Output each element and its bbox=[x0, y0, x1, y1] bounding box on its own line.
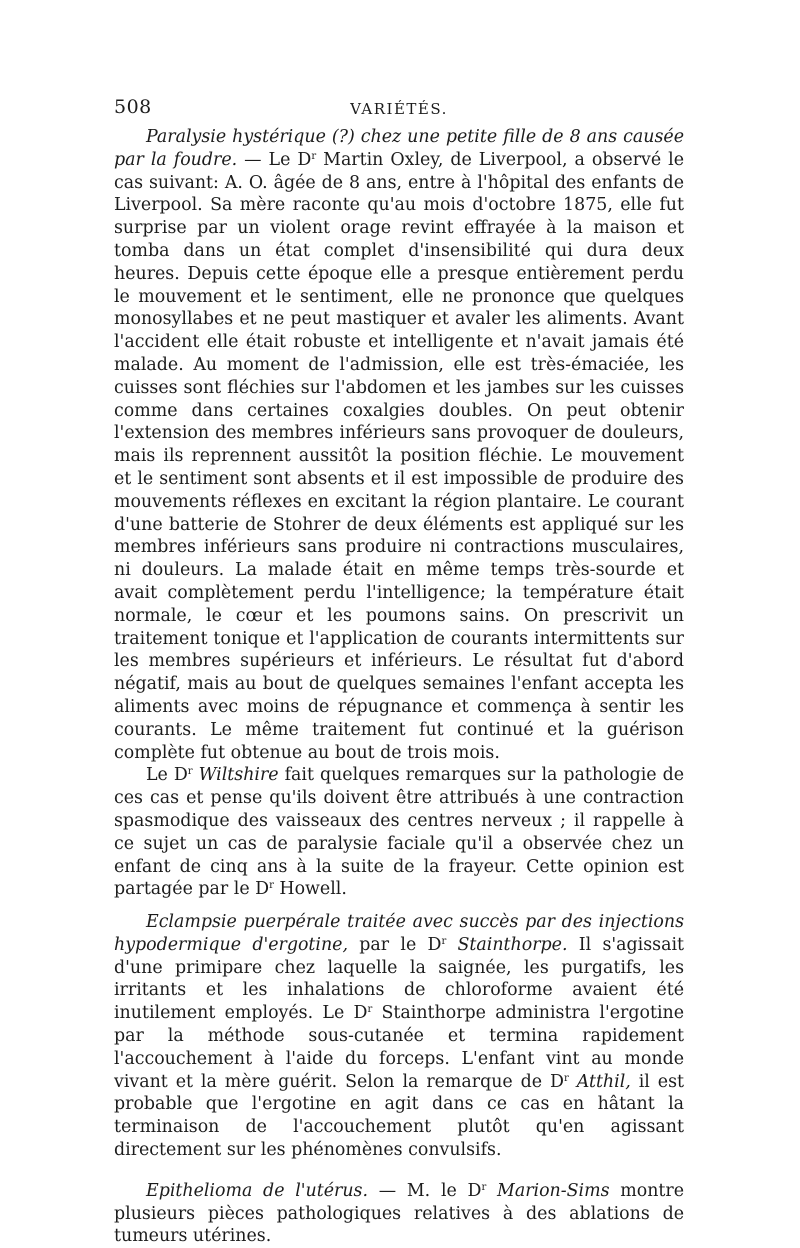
section-title-eclampsie: Eclampsie puerpérale traitée avec succès par des injections hypodermique d'ergotine, bbox=[114, 912, 684, 955]
author-atthil: Atthil, bbox=[576, 1071, 631, 1092]
page-number: 508 bbox=[114, 96, 152, 118]
paragraph-wiltshire: Le $D^r$ Wiltshire fait quelques remarques sur la pathologie de ces cas et pense qu'ils doivent être attribués à une contraction spasmodique des vaisseaux des centres nerveux ; il rappelle à ce sujet un cas de paralysie faciale qu'il a observée chez un enfant de cinq ans à la suite de la frayeur. Cette opinion est partagée par le $D^r$ Howell. bbox=[114, 765, 685, 900]
article-body bbox=[114, 126, 684, 1248]
paragraph-epithelioma: Epithelioma de l'utérus. — M. le $D^r$ Marion-Sims montre plusieurs pièces pathologiques relatives à des ablations de tumeurs utérines. bbox=[114, 1180, 685, 1247]
author-marion-sims: Marion-Sims bbox=[497, 1180, 610, 1201]
paragraph-eclampsie: Eclampsie puerpérale traitée avec succès par des injections hypodermique d'ergotine, par le $D^r$ Stainthorpe. Il s'agissait d'une primipare chez laquelle la saignée, les purgatifs, les irritants et les inhalations de chloroforme avaient été inutilement employés. Le $D^r$ Stainthorpe administra l'ergotine par la méthode sous-cutanée et termina rapidement l'accouchement à l'aide du forceps. L'enfant vint au monde vivant et la mère guérit. Selon la remarque de $D^r$ Atthil, il est probable que l'ergotine en agit dans ce cas en hâtant la terminaison de l'accouchement plutôt qu'en agissant directement sur les phénomènes convulsifs. bbox=[114, 912, 685, 1161]
section-title-epithelioma: Epithelioma de l'utérus. bbox=[146, 1180, 369, 1201]
author-stainthorpe: Stainthorpe. bbox=[457, 934, 568, 955]
author-wiltshire: Wiltshire bbox=[198, 765, 279, 786]
running-head: VARIÉTÉS. bbox=[350, 100, 448, 118]
paragraph-paralysie: Paralysie hystérique (?) chez une petite fille de 8 ans causée par la foudre. — Le $D^r$ Martin Oxley, de Liverpool, a observé le cas suivant: A. O. âgée de 8 ans, entre à l'hôpital des enfants de Liverpool. Sa mère raconte qu'au mois d'octobre 1875, elle fut surprise par un violent orage revint effrayée à la maison et tomba dans un état complet d'insensibilité qui dura deux heures. Depuis cette époque elle a presque entièrement perdu le mouvement et le sentiment, elle ne prononce que quelques monosyllabes et ne peut mastiquer et avaler les aliments. Avant l'accident elle était robuste et intelligente et n'avait jamais été malade. Au moment de l'admission, elle est très-émaciée, les cuisses sont fléchies sur l'abdomen et les jambes sur les cuisses comme dans certaines coxalgies doubles. On peut obtenir l'extension des membres inférieurs sans provoquer de douleurs, mais ils reprennent aussitôt la position fléchie. Le mouvement et le sentiment sont absents et il est impossible de produire des mouvements réflexes en excitant la région plantaire. Le courant d'une batterie de Stohrer de deux éléments est appliqué sur les membres inférieurs sans produire ni contractions musculaires, ni douleurs. La malade était en même temps très-sourde et avait complètement perdu l'intelligence; la température était normale, le cœur et les poumons sains. On prescrivit un traitement tonique et l'application de courants intermittents sur les membres supérieurs et inférieurs. Le résultat fut d'abord négatif, mais au bout de quelques semaines l'enfant accepta les aliments avec moins de répugnance et commença à sentir les courants. Le même traitement fut continué et la guérison complète fut obtenue au bout de trois mois. bbox=[114, 127, 684, 763]
section-title-paralysie: Paralysie hystérique (?) chez une petite fille de 8 ans causée par la foudre. bbox=[114, 127, 684, 170]
page-header bbox=[114, 96, 684, 126]
